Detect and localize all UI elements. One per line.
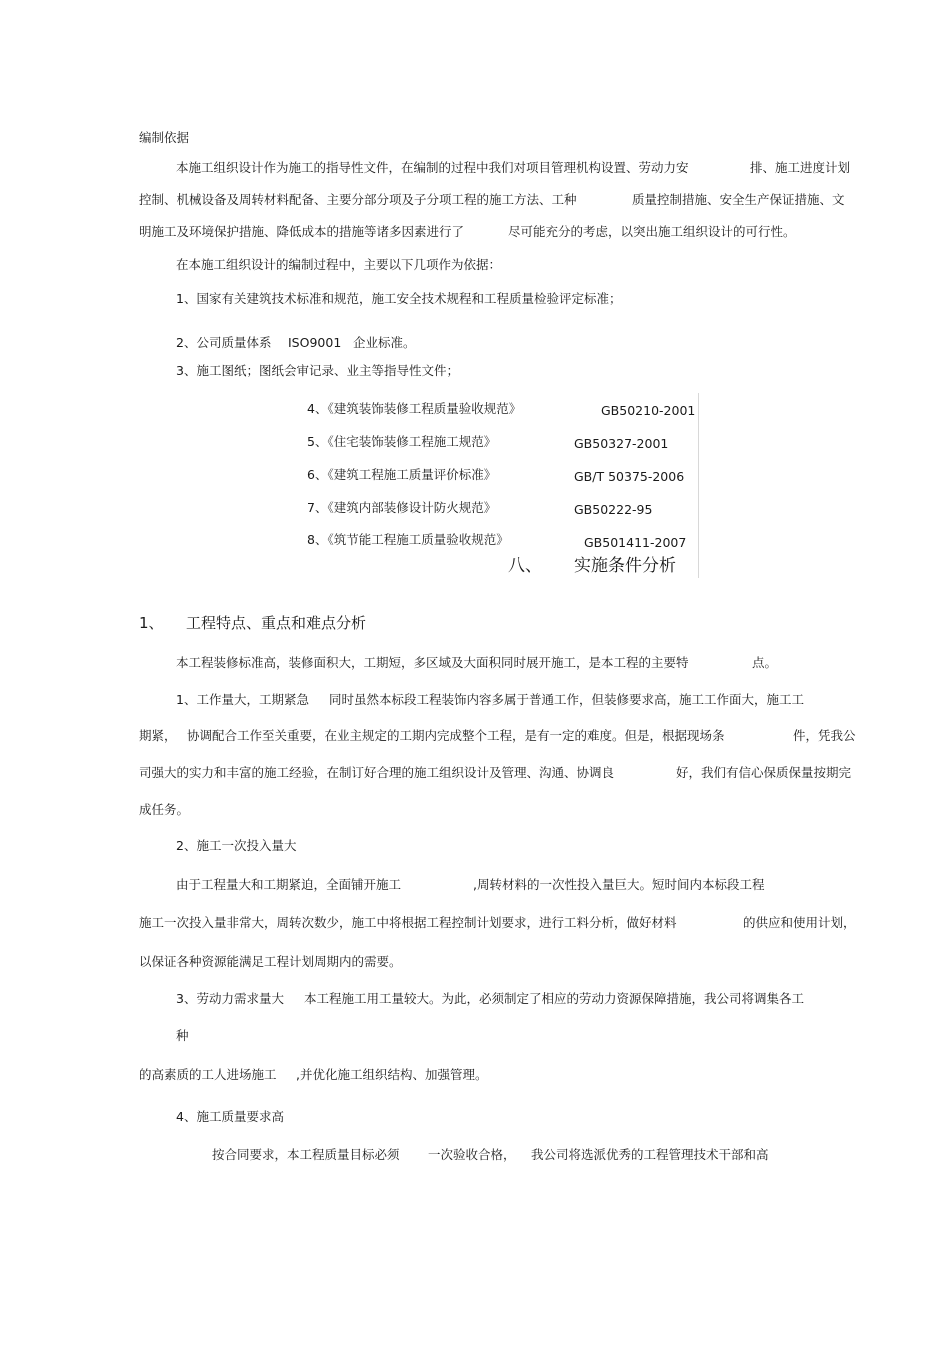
intro-line-2b: 质量控制措施、安全生产保证措施、文: [632, 192, 845, 207]
intro-line-1a: 本施工组织设计作为施工的指导性文件，在编制的过程中我们对项目管理机构设置、劳动力安: [176, 160, 689, 175]
intro-line-3a: 明施工及环境保护措施、降低成本的措施等诸多因素进行了: [139, 224, 465, 239]
standards-divider: [698, 393, 699, 578]
section-title: 工程特点、重点和难点分析: [186, 614, 367, 632]
basis-item-2-label: 2、公司质量体系: [176, 335, 272, 350]
analysis-p11c: 我公司将选派优秀的工程管理技术干部和高: [531, 1147, 769, 1162]
analysis-p1a: 本工程装修标准高，装修面积大，工期短，多区域及大面积同时展开施工，是本工程的主要特: [176, 655, 689, 670]
basis-item-1: 1、国家有关建筑技术标准和规范，施工安全技术规程和工程质量检验评定标准；: [176, 291, 622, 306]
standard-8-code: GB501411-2007: [584, 535, 687, 550]
intro-line-2a: 控制、机械设备及周转材料配备、主要分部分项及子分项工程的施工方法、工种: [139, 192, 577, 207]
analysis-p6b: ,周转材料的一次性投入量巨大。短时间内本标段工程: [473, 877, 765, 892]
item-1-heading: 1、工作量大，工期紧急: [176, 692, 309, 707]
standard-6-code: GB/T 50375-2006: [574, 469, 685, 484]
chapter-number: 八、: [508, 556, 542, 576]
analysis-p3b: 协调配合工作至关重要，在业主规定的工期内完成整个工程，是有一定的难度。但是，根据现场条: [187, 728, 725, 743]
analysis-p11a: 按合同要求，本工程质量目标必须: [212, 1147, 400, 1162]
analysis-p3a: 期紧，: [139, 728, 177, 743]
basis-heading: 编制依据: [139, 130, 190, 145]
standard-4-code: GB50210-2001: [601, 403, 696, 418]
intro-line-3b: 尽可能充分的考虑，以突出施工组织设计的可行性。: [508, 224, 796, 239]
analysis-p10b: ,并优化施工组织结构、加强管理。: [296, 1067, 488, 1082]
standard-8-name: 8、《筑节能工程施工质量验收规范》: [307, 532, 509, 547]
section-number: 1、: [139, 614, 164, 632]
standard-7-name: 7、《建筑内部装修设计防火规范》: [307, 500, 497, 515]
item-2-heading: 2、施工一次投入量大: [176, 838, 297, 853]
basis-item-2-tail: 企业标准。: [353, 335, 416, 350]
analysis-p11b: 一次验收合格，: [428, 1147, 516, 1162]
chapter-title: 实施条件分析: [574, 556, 676, 576]
analysis-p1b: 点。: [752, 655, 778, 670]
analysis-p9: 种: [176, 1028, 189, 1043]
intro-line-1b: 排、施工进度计划: [750, 160, 851, 175]
analysis-p8: 以保证各种资源能满足工程计划周期内的需要。: [139, 954, 402, 969]
analysis-p6a: 由于工程量大和工期紧迫，全面铺开施工: [176, 877, 402, 892]
analysis-p7b: 的供应和使用计划，: [743, 915, 856, 930]
analysis-p5: 成任务。: [139, 802, 190, 817]
analysis-h3b: 本工程施工用工量较大。为此，必须制定了相应的劳动力资源保障措施，我公司将调集各工: [304, 991, 805, 1006]
intro-line-4: 在本施工组织设计的编制过程中，主要以下几项作为依据：: [176, 257, 502, 272]
analysis-p3c: 件，凭我公: [793, 728, 856, 743]
standard-7-code: GB50222-95: [574, 502, 653, 517]
analysis-p4b: 好，我们有信心保质保量按期完: [676, 765, 852, 780]
item-3-heading: 3、劳动力需求量大: [176, 991, 284, 1006]
item-4-heading: 4、施工质量要求高: [176, 1109, 284, 1124]
analysis-p7a: 施工一次投入量非常大，周转次数少，施工中将根据工程控制计划要求，进行工料分析，做好材料: [139, 915, 677, 930]
basis-item-3: 3、施工图纸；图纸会审记录、业主等指导性文件；: [176, 363, 459, 378]
analysis-p2b: 同时虽然本标段工程装饰内容多属于普通工作，但装修要求高，施工工作面大，施工工: [329, 692, 805, 707]
standard-6-name: 6、《建筑工程施工质量评价标准》: [307, 467, 497, 482]
standard-4-name: 4、《建筑装饰装修工程质量验收规范》: [307, 401, 522, 416]
basis-item-2-iso: ISO9001: [288, 335, 342, 350]
analysis-p4a: 司强大的实力和丰富的施工经验，在制订好合理的施工组织设计及管理、沟通、协调良: [139, 765, 615, 780]
standard-5-name: 5、《住宅装饰装修工程施工规范》: [307, 434, 497, 449]
analysis-p10a: 的高素质的工人进场施工: [139, 1067, 277, 1082]
standard-5-code: GB50327-2001: [574, 436, 669, 451]
